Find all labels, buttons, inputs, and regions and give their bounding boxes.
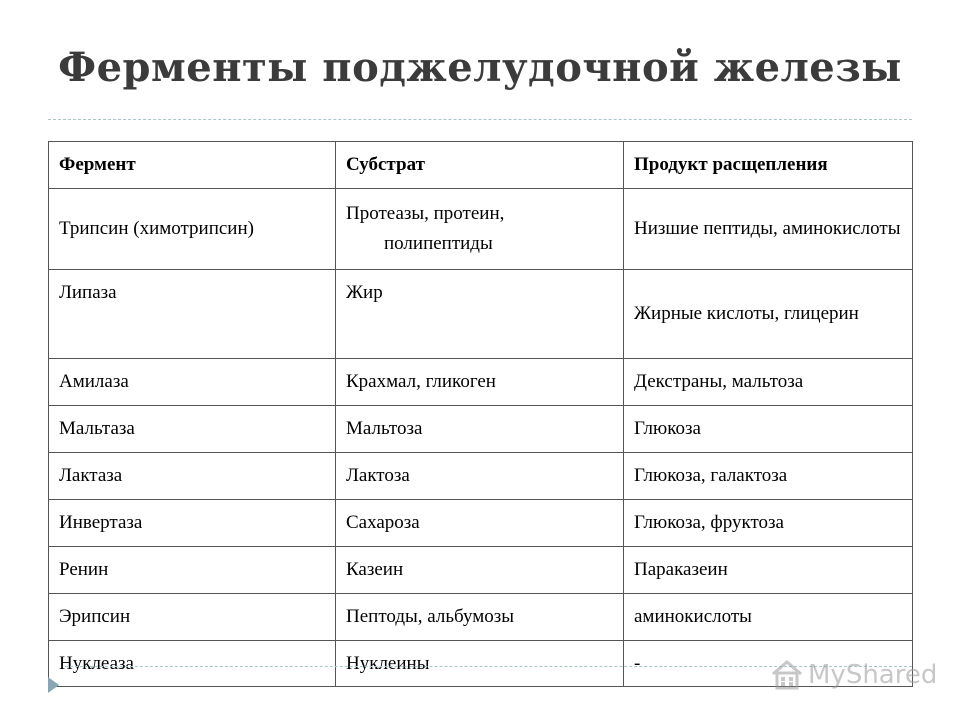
enzymes-table [48, 141, 913, 687]
slide-title: Ферменты поджелудочной железы [58, 44, 902, 91]
cell-substrate: Нуклеины [336, 641, 624, 687]
cell-enzyme: Инвертаза [49, 500, 336, 547]
table-row [49, 189, 913, 270]
cell-substrate-text: Протеазы, протеин, полипептиды [346, 203, 505, 254]
cell-substrate: Крахмал, гликоген [336, 359, 624, 406]
cell-product-text: Низшие пептиды, аминокислоты [634, 218, 901, 239]
watermark-text: MyShared [808, 660, 938, 690]
cell-product: Глюкоза [624, 406, 913, 453]
cell-substrate: Сахароза [336, 500, 624, 547]
table-row [49, 594, 913, 641]
cell-enzyme: Липаза [49, 270, 336, 359]
cell-product: аминокислоты [624, 594, 913, 641]
cell-product: Глюкоза, фруктоза [624, 500, 913, 547]
header-enzyme: Фермент [49, 142, 336, 189]
cell-substrate: Пептоды, альбумозы [336, 594, 624, 641]
cell-enzyme: Лактаза [49, 453, 336, 500]
cell-substrate: Казеин [336, 547, 624, 594]
table-row [49, 547, 913, 594]
header-substrate: Субстрат [336, 142, 624, 189]
table-row [49, 500, 913, 547]
cell-substrate: Лактоза [336, 453, 624, 500]
cell-enzyme: Мальтаза [49, 406, 336, 453]
table-row [49, 406, 913, 453]
cell-enzyme: Амилаза [49, 359, 336, 406]
cell-product: - [624, 641, 913, 687]
cell-product: Декстраны, мальтоза [624, 359, 913, 406]
table-row [49, 359, 913, 406]
nav-triangle-icon[interactable] [48, 677, 59, 693]
home-icon [770, 659, 804, 691]
cell-enzyme: Трипсин (химотрипсин) [49, 189, 336, 270]
cell-product: Параказеин [624, 547, 913, 594]
cell-enzyme: Ренин [49, 547, 336, 594]
cell-substrate: Жир [336, 270, 624, 359]
cell-product [624, 270, 913, 359]
table-row [49, 270, 913, 359]
header-product: Продукт расщепления [624, 142, 913, 189]
cell-product: Глюкоза, галактоза [624, 453, 913, 500]
table-header-row [49, 142, 913, 189]
cell-product-text: Жирные кислоты, глицерин [634, 303, 859, 324]
cell-enzyme: Эрипсин [49, 594, 336, 641]
watermark [770, 655, 937, 695]
cell-enzyme: Нуклеаза [49, 641, 336, 687]
cell-substrate [336, 189, 624, 270]
title-divider [48, 119, 912, 120]
cell-product [624, 189, 913, 270]
table-row [49, 453, 913, 500]
cell-substrate: Мальтоза [336, 406, 624, 453]
